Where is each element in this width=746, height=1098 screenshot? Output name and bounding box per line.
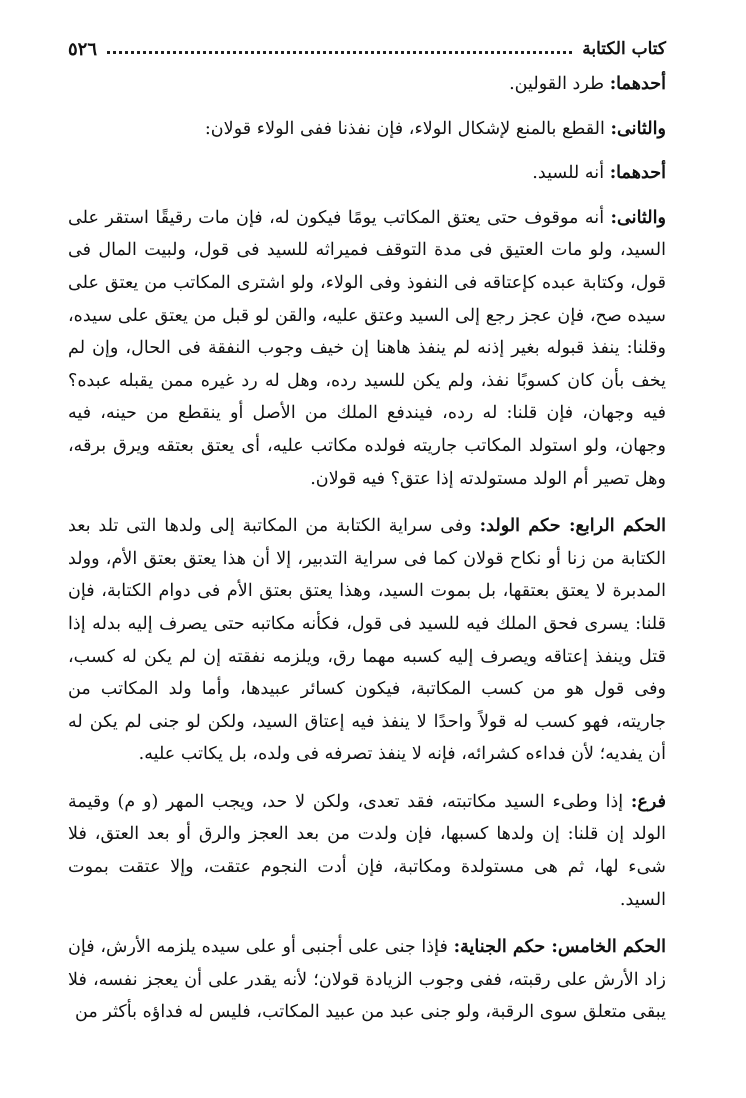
paragraph-second-wala [68,202,666,495]
paragraph-ruling-five [68,931,666,1029]
paragraph-text: أنه للسيد. [532,163,610,184]
paragraph-label: والثانى: [610,206,666,228]
paragraph-branch [68,786,666,916]
page-number: ٥٢٦ [68,38,98,60]
body-text [68,68,666,1029]
paragraph-label: الحكم الرابع: حكم الولد: [479,515,666,537]
paragraph-text: القطع بالمنع لإشكال الولاء، فإن نفذنا ففى الولاء قولان: [204,118,611,139]
book-page [68,36,666,1029]
paragraph-ruling-four [68,510,666,771]
paragraph-label: أحدهما: [609,73,666,94]
paragraph-label: والثانى: [610,117,666,139]
paragraph-text: طرد القولين. [509,74,610,94]
paragraph-label: أحدهما: [609,162,666,184]
paragraph-text: فإذا جنى على أجنبى أو على سيده يلزمه الأرش، فإن زاد الأرش على رقبته، ففى وجوب الزيادة قولان؛ لأنه يقدر على أن يعجز نفسه، فلا يبقى متعلق سوى الرقبة، ولو جنى عبد من عبيد المكاتب، فليس له فداؤه بأكثر من [68,937,666,1023]
chapter-title: كتاب الكتابة [582,39,666,59]
paragraph-text: أنه موقوف حتى يعتق المكاتب يومًا فيكون له، فإن مات رقيقًا استقر على السيد، ولو مات العتيق فى مدة التوقف فميراثه للسيد فى قول، ولبيت المال فى قول، وكتابة عبده كإعتاقه فى النفوذ وفى الولاء، ولو اشترى المكاتب من يعتق على سيده صح، فإن عجز رجع إلى السيد وعتق عليه، والقن لو قبل من يعتق على سيده، وقلنا: ينفذ قبوله بغير إذنه لم ينفذ هاهنا إن خيف وجوب النفقة فى الحال، وإن لم يخف بأن كان كسوبًا نفذ، ولم يكن للسيد رده، وهل له رد غيره ممن يقبله عبده؟ فيه وجهان، فإن قلنا: له رده، فيندفع الملك من الأصل أو ينقطع من حينه، فيه وجهان، ولو استولد المكاتب جاريته فولده مكاتب عليه، أى يعتق بعتقه ويرق برقه، وهل تصير أم الولد مستولدته إذا عتق؟ فيه قولان. [68,207,666,489]
paragraph-label: الحكم الخامس: حكم الجناية: [453,936,666,958]
paragraph-second-opinion [68,113,666,146]
paragraph-first-opinion [68,68,666,101]
paragraph-text: وفى سراية الكتابة من المكاتبة إلى ولدها التى تلد بعد الكتابة من زنا أو نكاح قولان كما فى سراية التدبير، إلا أن هذا يعتق بعتق الأم، وولد المدبرة لا يعتق بعتقها، بل بموت السيد، وهذا يعتق بعتق الأم فى دوام الكتابة، فإن قلنا: يسرى فحق الملك فيه للسيد فى قول، فكأنه مكاتبه حتى يصرف إليه بدله إذا قتل وينفذ إعتاقه ويصرف إليه كسبه مهما رق، ويلزمه نفقته إن لم يكن له كسب، وفى قول هو من كسب المكاتبة، فيكون كسائر عبيدها، وأما ولد المكاتب من جاريته، فهو كسب له قولاً واحدًا لا ينفذ فيه إعتاق السيد، ولكن لو جنى لم يكن له أن يفديه؛ لأن فداءه كشرائه، فإنه لا ينفذ تصرفه فى ولده، بل يكاتب عليه. [68,516,666,765]
paragraph-label: فرع: [630,790,666,812]
paragraph-first-wala [68,157,666,190]
running-header [68,36,666,62]
dotted-leader [107,41,572,54]
paragraph-text: إذا وطىء السيد مكاتبته، فقد تعدى، ولكن لا حد، ويجب المهر (و م) وقيمة الولد إن قلنا: إن ولدها كسبها، فإن ولدت من بعد العجز والرق أو بعد العتق، فلا شىء لها، ثم هى مستولدة ومكاتبة، فإن أدت النجوم عتقت، وإلا عتقت بموت السيد. [68,791,666,910]
